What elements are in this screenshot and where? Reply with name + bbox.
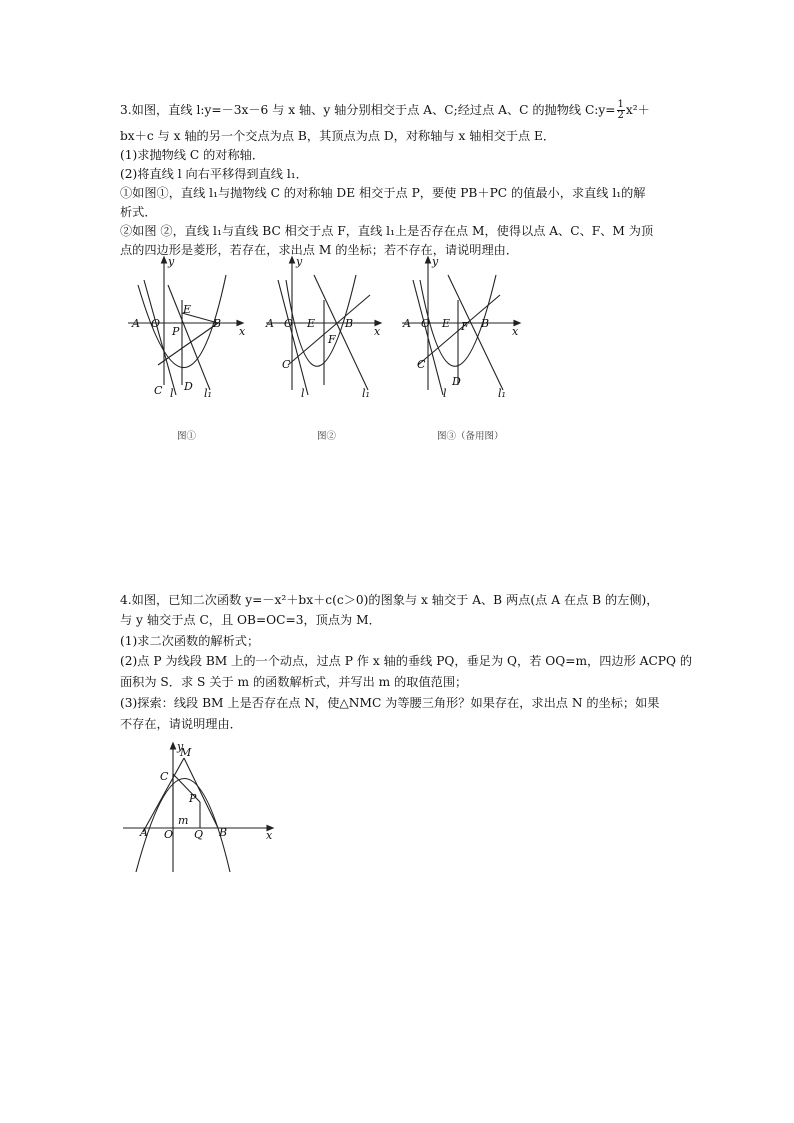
caption-fig2: 图② <box>317 431 337 442</box>
q4-line-5: 面积为 S．求 S 关于 m 的函数解析式，并写出 m 的取值范围； <box>120 675 468 689</box>
q3-line-2: bx＋c 与 x 轴的另一个交点为点 B，其顶点为点 D，对称轴与 x 轴相交于点 E． <box>120 129 556 143</box>
q4-figure <box>118 740 283 875</box>
svg-text:l₁: l₁ <box>204 387 212 400</box>
svg-text:B: B <box>345 317 354 330</box>
svg-text:l₁: l₁ <box>362 387 370 400</box>
svg-text:x: x <box>266 829 273 842</box>
svg-text:y: y <box>296 255 303 268</box>
svg-text:F: F <box>328 333 336 346</box>
svg-text:B: B <box>481 317 490 330</box>
svg-text:Q: Q <box>194 828 204 841</box>
svg-text:y: y <box>177 740 184 753</box>
svg-text:O: O <box>284 317 294 330</box>
svg-text:C: C <box>417 358 426 371</box>
svg-text:C: C <box>154 384 163 397</box>
svg-text:B: B <box>213 317 222 330</box>
q4-line-2: 与 y 轴交于点 C，且 OB=OC=3，顶点为 M． <box>120 613 381 627</box>
svg-text:l: l <box>170 387 174 400</box>
svg-text:A: A <box>403 317 411 330</box>
svg-text:l: l <box>301 387 305 400</box>
svg-text:y: y <box>432 255 439 268</box>
svg-text:O: O <box>151 317 161 330</box>
svg-text:E: E <box>183 303 192 316</box>
svg-text:x: x <box>512 325 519 338</box>
svg-text:C: C <box>282 358 291 371</box>
svg-text:F: F <box>461 320 469 333</box>
svg-text:O: O <box>421 317 431 330</box>
caption-fig1: 图① <box>177 431 197 442</box>
svg-text:E: E <box>307 317 316 330</box>
q4-line-1: 4.如图，已知二次函数 y=－x²＋bx＋c(c＞0)的图象与 x 轴交于 A、B 两点(点 A 在点 B 的左侧)， <box>120 593 659 607</box>
svg-text:M: M <box>180 746 192 759</box>
svg-text:m: m <box>178 814 189 827</box>
q3-line-1: 3.如图，直线 l:y=－3x－6 与 x 轴、y 轴分别相交于点 A、C;经过点 A、C 的抛物线 C:y= $\frac{1}{2}$ x²＋ <box>120 99 650 121</box>
svg-text:B: B <box>219 826 228 839</box>
svg-text:y: y <box>168 255 175 268</box>
svg-text:A: A <box>266 317 274 330</box>
svg-text:O: O <box>164 828 174 841</box>
q4-line-3: (1)求二次函数的解析式； <box>120 634 260 648</box>
q3-line-8: 点的四边形是菱形，若存在，求出点 M 的坐标；若不存在，请说明理由． <box>120 243 519 257</box>
svg-text:x: x <box>239 325 246 338</box>
q4-line-6: (3)探索：线段 BM 上是否存在点 N，使△NMC 为等腰三角形？如果存在，求出点 N 的坐标；如果 <box>120 696 660 710</box>
svg-text:P: P <box>189 792 197 805</box>
q3-line-6: 析式． <box>120 205 157 219</box>
figure-1 <box>128 257 243 395</box>
svg-text:P: P <box>172 325 180 338</box>
q3-line-5: ①如图①，直线 l₁与抛物线 C 的对称轴 DE 相交于点 P，要使 PB＋PC 的值最小，求直线 l₁的解 <box>120 186 646 200</box>
caption-fig3: 图③（备用图） <box>437 431 504 442</box>
q3-line-7: ②如图 ②，直线 l₁与直线 BC 相交于点 F，直线 l₁上是否存在点 M，使得以点 A、C、F、M 为顶 <box>120 224 654 238</box>
q4-line-4: (2)点 P 为线段 BM 上的一个动点，过点 P 作 x 轴的垂线 PQ，垂足为 Q，若 OQ=m，四边形 ACPQ 的 <box>120 654 693 668</box>
svg-text:l: l <box>443 387 447 400</box>
svg-text:A: A <box>140 826 148 839</box>
svg-text:l₁: l₁ <box>498 387 506 400</box>
q3-figures <box>118 255 528 440</box>
svg-text:C: C <box>160 770 169 783</box>
svg-text:E: E <box>442 317 451 330</box>
svg-text:D: D <box>184 380 193 393</box>
svg-text:A: A <box>132 317 140 330</box>
q4-line-7: 不存在，请说明理由． <box>120 717 242 731</box>
q3-line-3: (1)求抛物线 C 的对称轴． <box>120 148 265 162</box>
svg-text:x: x <box>374 325 381 338</box>
q3-line-4: (2)将直线 l 向右平移得到直线 l₁． <box>120 167 308 181</box>
fraction-half: $\frac{1}{2}$ <box>617 99 624 121</box>
svg-text:D: D <box>452 375 461 388</box>
